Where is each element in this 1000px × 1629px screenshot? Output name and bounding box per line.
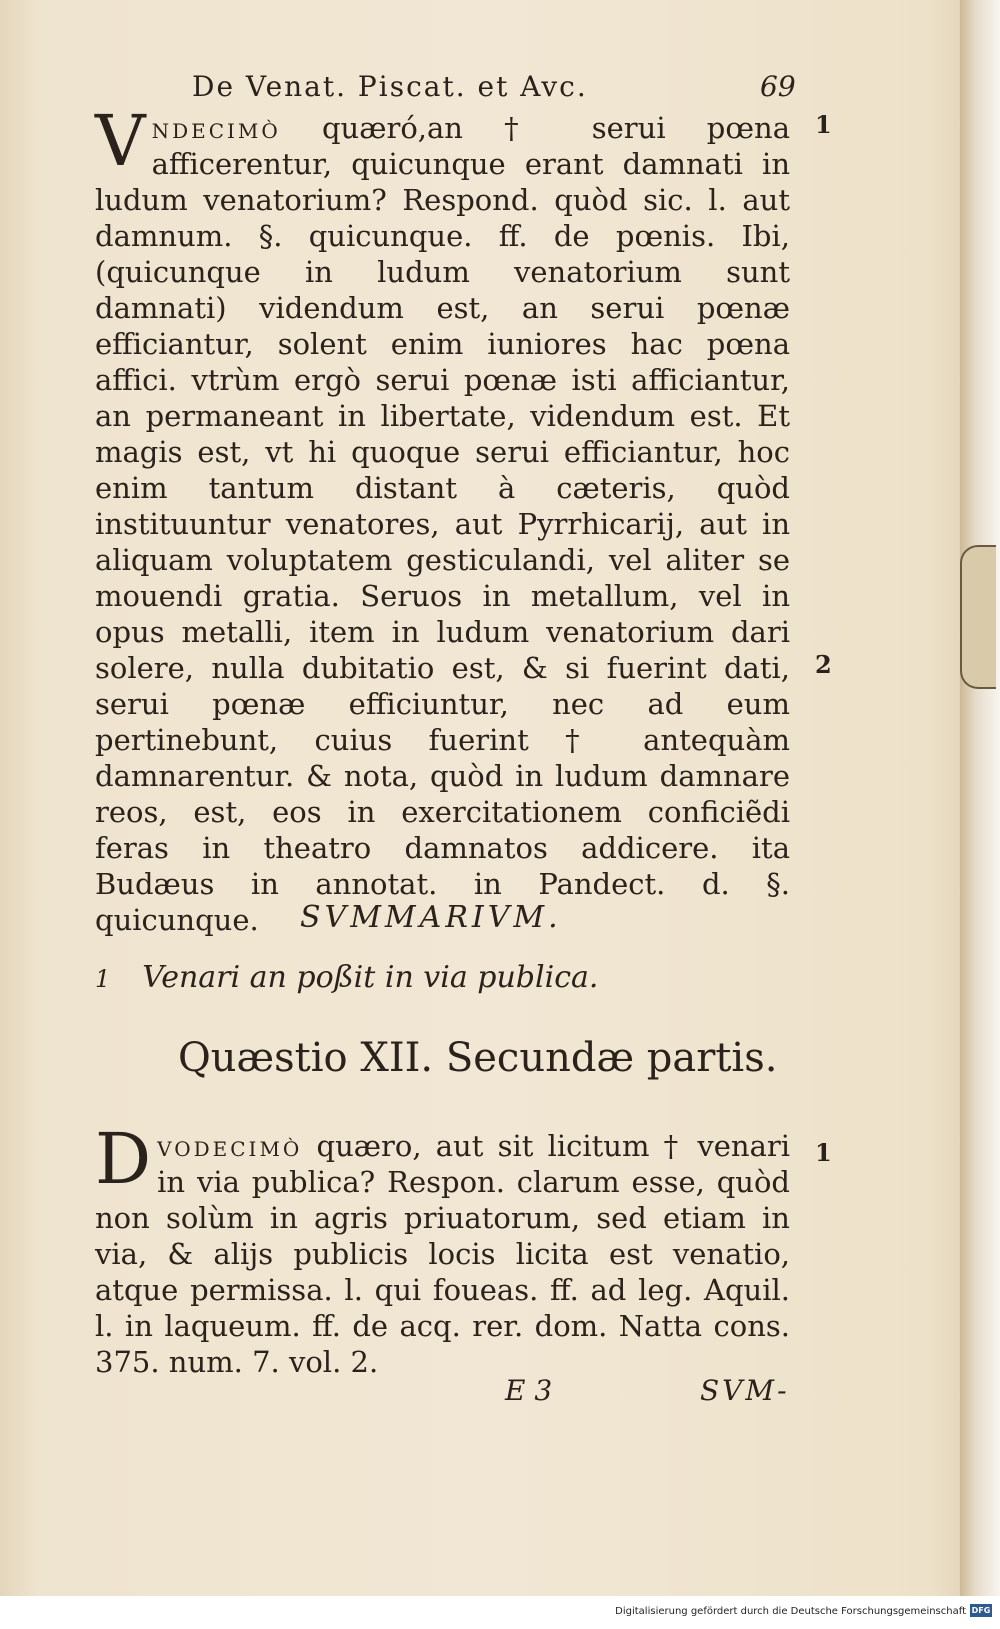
- signature-mark: E 3: [505, 1374, 553, 1407]
- paragraph-1-text: quæró,an † serui pœna afficerentur, quicunque erant damnati in ludum venatorium? Respond. quòd sic. l. aut damnum. §. quicunque. ff. de pœnis. Ibi, (quicunque in ludum venatorium sunt damnati) videndum est, an serui pœnæ efficiantur, solent enim iuniores hac pœna affici. vtrùm ergò serui pœnæ isti afficiantur, an permaneant in libertate, videndum est. Et magis est, vt hi quoque serui efficiantur, hoc enim tantum distant à cæteris, quòd instituuntur venatores, aut Pyrrhicarij, aut in aliquam voluptatem gesticulandi, vel aliter se mouendi gratia. Seruos in metallum, vel in opus metalli, item in ludum venatorium dari solere, nulla dubitatio est, & si fuerint dati, serui pœnæ efficiuntur, nec ad eum pertinebunt, cuius fuerint † antequàm damnarentur. & nota, quòd in ludum damnare reos, est, eos in exercitationem conficiẽdi feras in theatro damnatos addicere. ita Budæus in annotat. in Pandect. d. §. quicunque.: [95, 111, 790, 937]
- page-tab-clip: [960, 545, 996, 689]
- summarium-item: [95, 960, 598, 995]
- paragraph-1-opening: ndecimò: [151, 111, 281, 145]
- page-edge: [960, 0, 1000, 1629]
- margin-note-p2: 1: [815, 1138, 832, 1167]
- paragraph-2-text: quæro, aut sit licitum † venari in via publica? Respon. clarum esse, quòd non solùm in agris priuatorum, sed etiam in via, & alijs publicis locis licita est venatio, atque permissa. l. qui foueas. ff. ad leg. Aquil. l. in laqueum. ff. de acq. rer. dom. Natta cons. 375. num. 7. vol. 2.: [95, 1129, 791, 1379]
- summarium-item-number: 1: [95, 965, 111, 993]
- running-head: De Venat. Piscat. et Avc.: [192, 70, 588, 103]
- margin-note-1: 1: [815, 110, 832, 139]
- footer-credit: Digitalisierung gefördert durch die Deutsche Forschungsgemeinschaft: [615, 1606, 966, 1617]
- dfg-logo: DFG: [971, 1606, 991, 1615]
- summarium-item-text: Venari an poßit in via publica.: [142, 960, 599, 995]
- paragraph-1: [95, 100, 790, 938]
- catchword: SVM-: [700, 1374, 790, 1407]
- paragraph-2-opening: vodecimò: [157, 1129, 303, 1163]
- margin-note-2: 2: [815, 650, 832, 679]
- page-number: 69: [760, 70, 796, 103]
- dropcap-1: V: [95, 100, 146, 182]
- summarium-heading: SVMMARIVM.: [300, 900, 562, 935]
- paragraph-2: [95, 1118, 791, 1380]
- dropcap-2: D: [95, 1118, 152, 1200]
- question-heading: Quæstio XII. Secundæ partis.: [178, 1035, 778, 1081]
